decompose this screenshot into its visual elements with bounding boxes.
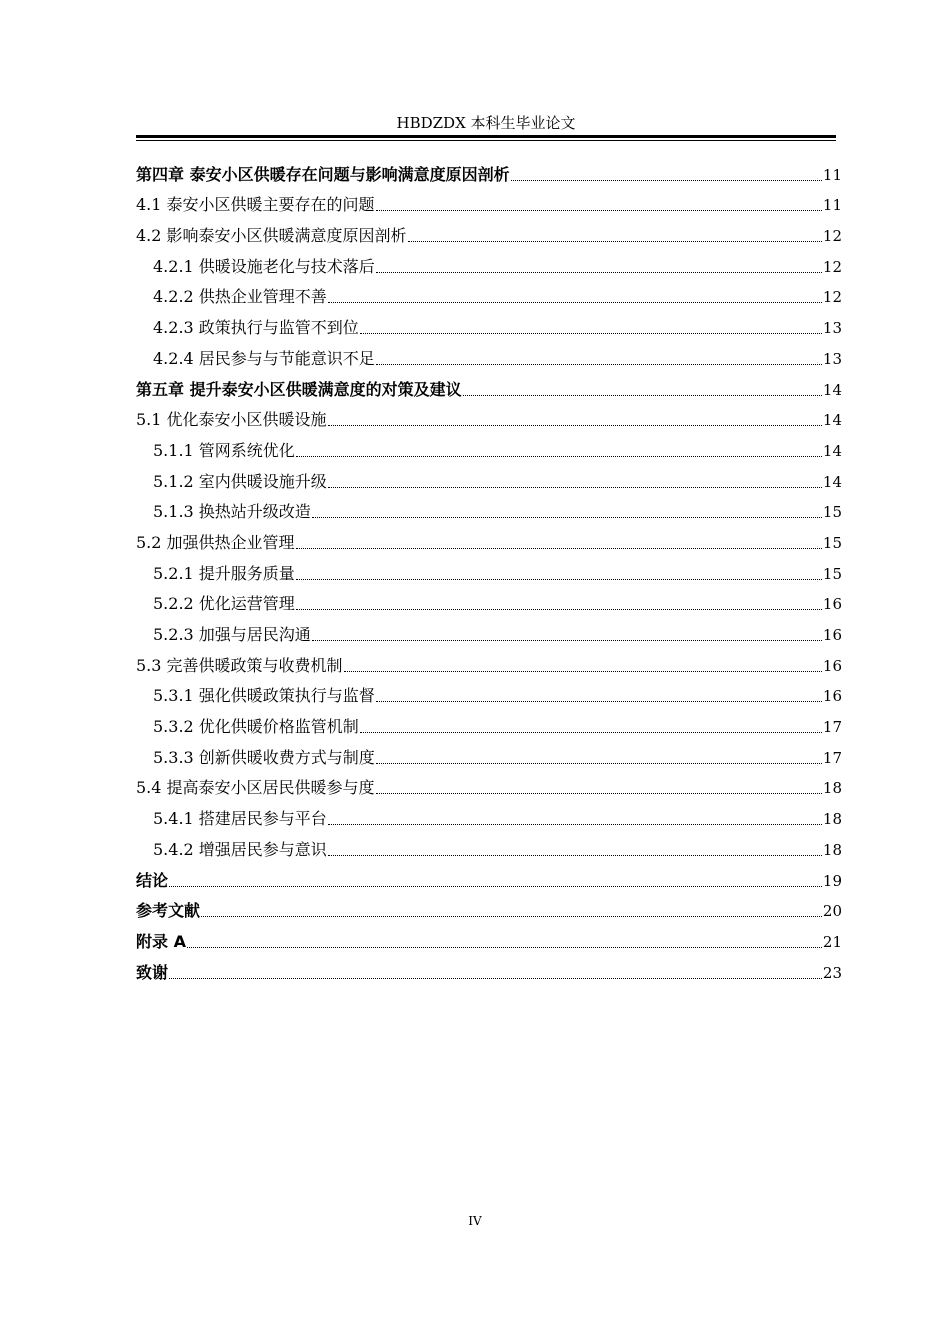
toc-leader-dots: [463, 395, 822, 396]
toc-leader-dots: [328, 302, 822, 303]
toc-entry[interactable]: [136, 492, 842, 523]
toc-entry-title: 5.4.2 增强居民参与意识: [153, 839, 327, 859]
toc-leader-dots: [376, 701, 822, 702]
toc-entry-page: 12: [822, 288, 842, 307]
toc-entry-title: 第五章 提升泰安小区供暖满意度的对策及建议: [136, 379, 462, 399]
toc-leader-dots: [312, 640, 822, 641]
toc-entry-title: 致谢: [136, 962, 169, 982]
toc-leader-dots: [169, 978, 822, 979]
toc-entry-page: 14: [822, 472, 842, 491]
toc-entry-title: 第四章 泰安小区供暖存在问题与影响满意度原因剖析: [136, 164, 510, 184]
toc-entry[interactable]: [136, 461, 842, 492]
toc-entry[interactable]: [136, 706, 842, 737]
toc-leader-dots: [187, 947, 822, 948]
toc-entry[interactable]: [136, 952, 842, 983]
toc-leader-dots: [296, 609, 822, 610]
header-rule-thick: [136, 135, 836, 138]
toc-entry-page: 20: [822, 902, 842, 921]
toc-leader-dots: [328, 855, 822, 856]
toc-leader-dots: [296, 579, 822, 580]
toc-entry[interactable]: [136, 553, 842, 584]
toc-leader-dots: [376, 793, 822, 794]
toc-leader-dots: [376, 210, 822, 211]
toc-entry[interactable]: [136, 645, 842, 676]
toc-entry-title: 5.1 优化泰安小区供暖设施: [136, 410, 327, 430]
toc-entry-title: 5.3.2 优化供暖价格监管机制: [153, 717, 359, 737]
toc-leader-dots: [328, 824, 822, 825]
toc-entry[interactable]: [136, 430, 842, 461]
toc-entry[interactable]: [136, 737, 842, 768]
toc-entry[interactable]: [136, 798, 842, 829]
toc-entry-page: 23: [822, 963, 842, 982]
toc-entry-title: 4.1 泰安小区供暖主要存在的问题: [136, 195, 375, 215]
toc-entry-page: 17: [822, 748, 842, 767]
toc-entry[interactable]: [136, 921, 842, 952]
page-number: IV: [468, 1214, 482, 1228]
toc-entry-page: 13: [822, 349, 842, 368]
toc-entry[interactable]: [136, 400, 842, 431]
toc-entry-page: 16: [822, 626, 842, 644]
toc-entry-page: 15: [822, 564, 842, 583]
toc-entry[interactable]: [136, 338, 842, 369]
toc-entry[interactable]: [136, 522, 842, 553]
toc-entry-title: 5.1.1 管网系统优化: [153, 440, 295, 460]
toc-entry-page: 12: [822, 257, 842, 276]
toc-entry-title: 4.2.2 供热企业管理不善: [153, 287, 327, 307]
toc-entry[interactable]: [136, 614, 842, 645]
toc-entry[interactable]: [136, 676, 842, 707]
toc-entry[interactable]: [136, 246, 842, 277]
toc-entry-page: 16: [822, 595, 842, 614]
toc-entry-title: 5.4 提高泰安小区居民供暖参与度: [136, 778, 375, 798]
toc-entry-page: 11: [822, 196, 842, 215]
toc-leader-dots: [511, 180, 822, 181]
table-of-contents: [136, 154, 842, 983]
toc-entry-title: 5.2.2 优化运营管理: [153, 594, 295, 614]
toc-leader-dots: [360, 732, 822, 733]
toc-leader-dots: [376, 272, 822, 273]
toc-entry-page: 12: [822, 227, 842, 246]
toc-leader-dots: [328, 487, 822, 488]
toc-entry-title: 5.1.2 室内供暖设施升级: [153, 471, 327, 491]
toc-entry-title: 5.2 加强供热企业管理: [136, 532, 295, 552]
toc-entry-page: 18: [822, 779, 842, 798]
toc-entry[interactable]: [136, 768, 842, 799]
toc-entry-title: 5.4.1 搭建居民参与平台: [153, 809, 327, 829]
toc-entry[interactable]: [136, 277, 842, 308]
toc-leader-dots: [201, 916, 822, 917]
toc-entry[interactable]: [136, 860, 842, 891]
header-rule-thin: [136, 140, 836, 141]
toc-entry[interactable]: [136, 584, 842, 615]
toc-entry-title: 参考文献: [136, 901, 201, 921]
toc-entry-page: 14: [822, 380, 842, 399]
toc-entry[interactable]: [136, 185, 842, 216]
toc-leader-dots: [328, 425, 822, 426]
toc-entry-page: 13: [822, 319, 842, 338]
toc-entry[interactable]: [136, 307, 842, 338]
toc-entry[interactable]: [136, 215, 842, 246]
toc-entry-title: 4.2 影响泰安小区供暖满意度原因剖析: [136, 226, 407, 246]
toc-leader-dots: [296, 548, 822, 549]
toc-entry-title: 附录 A: [136, 931, 186, 951]
toc-leader-dots: [312, 517, 822, 518]
toc-entry-page: 11: [822, 165, 842, 184]
toc-entry-title: 4.2.4 居民参与与节能意识不足: [153, 348, 375, 368]
toc-leader-dots: [344, 671, 822, 672]
toc-entry-title: 5.3.1 强化供暖政策执行与监督: [153, 686, 375, 706]
toc-entry-page: 19: [822, 871, 842, 890]
toc-entry[interactable]: [136, 829, 842, 860]
toc-entry-title: 5.3.3 创新供暖收费方式与制度: [153, 747, 375, 767]
toc-entry-page: 21: [822, 932, 842, 951]
toc-entry-page: 15: [822, 533, 842, 552]
toc-entry-title: 结论: [136, 870, 169, 890]
toc-leader-dots: [376, 763, 822, 764]
toc-entry[interactable]: [136, 154, 842, 185]
toc-leader-dots: [408, 241, 822, 242]
toc-leader-dots: [376, 364, 822, 365]
toc-entry-title: 5.2.3 加强与居民沟通: [153, 625, 311, 644]
toc-leader-dots: [360, 333, 822, 334]
toc-entry-page: 16: [822, 687, 842, 706]
toc-entry-title: 5.3 完善供暖政策与收费机制: [136, 655, 343, 675]
toc-leader-dots: [169, 886, 822, 887]
toc-entry-page: 14: [822, 441, 842, 460]
toc-entry-title: 5.1.3 换热站升级改造: [153, 502, 311, 522]
page-header: HBDZDX 本科生毕业论文: [396, 114, 576, 132]
toc-entry-title: 5.2.1 提升服务质量: [153, 563, 295, 583]
toc-entry-page: 16: [822, 656, 842, 675]
toc-leader-dots: [296, 456, 822, 457]
toc-entry-page: 18: [822, 810, 842, 829]
toc-entry[interactable]: [136, 369, 842, 400]
toc-entry-page: 14: [822, 411, 842, 430]
toc-entry-page: 18: [822, 840, 842, 859]
toc-entry-page: 15: [822, 503, 842, 522]
toc-entry-title: 4.2.1 供暖设施老化与技术落后: [153, 256, 375, 276]
toc-entry[interactable]: [136, 891, 842, 922]
toc-entry-title: 4.2.3 政策执行与监管不到位: [153, 318, 359, 338]
toc-entry-page: 17: [822, 718, 842, 737]
